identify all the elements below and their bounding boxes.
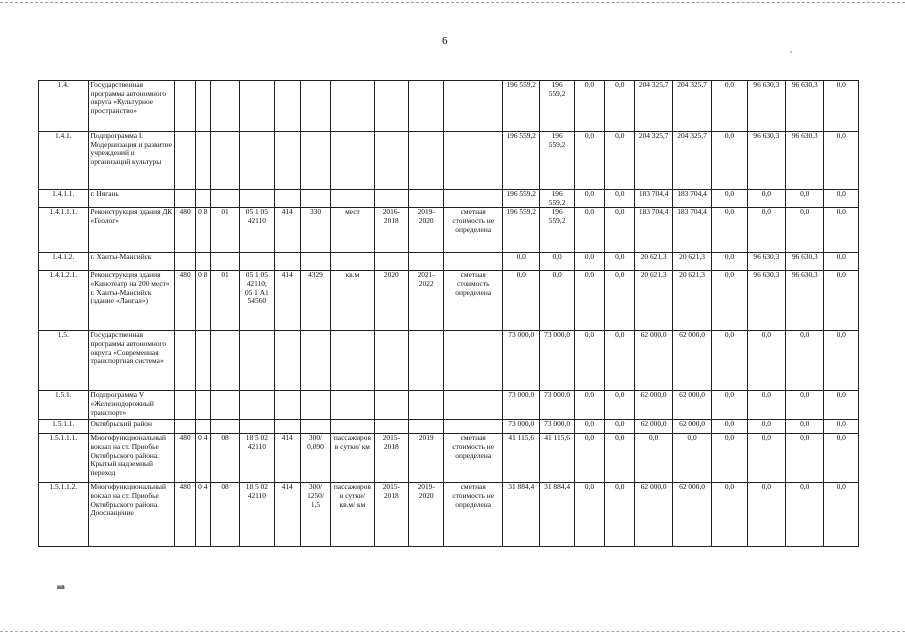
section-code: [195, 331, 210, 391]
value-7: 0,0: [712, 132, 747, 190]
target-article: [240, 132, 274, 190]
value-3: 0,0: [574, 420, 604, 434]
estimate-cost: [444, 420, 503, 434]
estimate-cost: [444, 190, 503, 208]
expense-type: [274, 132, 300, 190]
value-2: 41 115,6: [540, 434, 574, 483]
construction-period: 2019-2020: [409, 483, 444, 547]
construction-period: 2019-2020: [409, 208, 444, 253]
row-code: 1.4.1.1.: [39, 190, 89, 208]
value-6: 183 704,4: [672, 208, 711, 253]
section-code: [195, 81, 210, 132]
value-3: 0,0: [574, 208, 604, 253]
row-name: Октябрьский район: [88, 420, 175, 434]
value-10: 0,0: [824, 434, 859, 483]
expense-type: [274, 391, 300, 420]
section-code: [195, 132, 210, 190]
section-code: 0 4: [195, 434, 210, 483]
section-code: 0 8: [195, 271, 210, 331]
capacity: 300/ 1250/ 1,5: [300, 483, 330, 547]
row-name: Многофункциональный вокзал на ст. Приобье Октябрьского района. Дооснащение: [88, 483, 175, 547]
row-code: 1.4.1.: [39, 132, 89, 190]
value-3: 0,0: [574, 271, 604, 331]
capacity-unit: [331, 253, 374, 271]
expense-type: 414: [274, 483, 300, 547]
design-period: [374, 391, 408, 420]
page-number: 6: [442, 35, 448, 47]
value-6: 62 000,0: [672, 391, 711, 420]
value-1: 73 000,0: [503, 391, 540, 420]
capacity-unit: [331, 391, 374, 420]
value-8: 0,0: [747, 190, 785, 208]
estimate-cost: сметная стоимость не определена: [444, 483, 503, 547]
table-row: [39, 434, 859, 483]
section-code: [195, 420, 210, 434]
value-1: 196 559,2: [503, 132, 540, 190]
expense-type: 414: [274, 271, 300, 331]
capacity-unit: [331, 81, 374, 132]
estimate-cost: сметная стоимость не определена: [444, 208, 503, 253]
value-9: 96 630,3: [786, 81, 824, 132]
value-2: 73 000,0: [540, 420, 574, 434]
subsection-code: [210, 81, 239, 132]
capacity-unit: [331, 331, 374, 391]
row-name: Подпрограмма I. Модернизация и развитие учреждений и организаций культуры: [88, 132, 175, 190]
construction-period: [409, 190, 444, 208]
scan-mark: ,: [790, 45, 792, 54]
construction-period: [409, 420, 444, 434]
table-row: [39, 253, 859, 271]
construction-period: [409, 253, 444, 271]
subsection-code: [210, 420, 239, 434]
section-code: [195, 190, 210, 208]
ministry-code: 480: [175, 434, 195, 483]
value-5: 20 621,3: [635, 271, 672, 331]
subsection-code: [210, 253, 239, 271]
subsection-code: [210, 190, 239, 208]
value-9: 96 630,3: [786, 132, 824, 190]
value-8: 0,0: [747, 208, 785, 253]
table-row: [39, 132, 859, 190]
capacity: [300, 391, 330, 420]
value-6: 62 000,0: [672, 420, 711, 434]
expense-type: [274, 81, 300, 132]
target-article: 05 1 05 42110: [240, 208, 274, 253]
construction-period: 2019: [409, 434, 444, 483]
value-6: 204 325,7: [672, 132, 711, 190]
capacity: [300, 132, 330, 190]
value-10: 0,0: [824, 253, 859, 271]
value-7: 0,0: [712, 271, 747, 331]
value-1: 0,0: [503, 271, 540, 331]
row-name: Реконструкция здания ДК «Геолог»: [88, 208, 175, 253]
value-4: 0,0: [605, 208, 635, 253]
value-8: 0,0: [747, 420, 785, 434]
subsection-code: [210, 391, 239, 420]
value-2: 196 559,2: [540, 81, 574, 132]
estimate-cost: сметная стоимость не определена: [444, 434, 503, 483]
section-code: [195, 253, 210, 271]
ministry-code: 480: [175, 271, 195, 331]
value-1: 0,0: [503, 253, 540, 271]
table-row: [39, 81, 859, 132]
value-4: 0,0: [605, 420, 635, 434]
value-7: 0,0: [712, 190, 747, 208]
bottom-scan-edge: [0, 631, 905, 632]
row-code: 1.4.1.2.1.: [39, 271, 89, 331]
value-7: 0,0: [712, 391, 747, 420]
row-code: 1.5.1.1.1.: [39, 434, 89, 483]
row-name: г. Ханты-Мансийск: [88, 253, 175, 271]
value-7: 0,0: [712, 253, 747, 271]
design-period: [374, 253, 408, 271]
ministry-code: [175, 331, 195, 391]
value-4: 0,0: [605, 434, 635, 483]
estimate-cost: [444, 253, 503, 271]
value-5: 204 325,7: [635, 81, 672, 132]
ministry-code: [175, 132, 195, 190]
table-row: [39, 391, 859, 420]
value-1: 196 559,2: [503, 208, 540, 253]
target-article: [240, 331, 274, 391]
value-9: 0,0: [786, 420, 824, 434]
value-7: 0,0: [712, 483, 747, 547]
value-3: 0,0: [574, 190, 604, 208]
construction-period: [409, 132, 444, 190]
construction-period: 2021-2022: [409, 271, 444, 331]
value-9: 0,0: [786, 483, 824, 547]
design-period: 2015-2018: [374, 483, 408, 547]
target-article: 18 5 02 42110: [240, 434, 274, 483]
section-code: 0 8: [195, 208, 210, 253]
expense-type: [274, 190, 300, 208]
expense-type: 414: [274, 434, 300, 483]
estimate-cost: [444, 391, 503, 420]
value-10: 0,0: [824, 271, 859, 331]
target-article: 18 5 02 42110: [240, 483, 274, 547]
row-name: Государственная программа автономного округа «Современная транспортная система»: [88, 331, 175, 391]
ministry-code: [175, 190, 195, 208]
value-10: 0,0: [824, 391, 859, 420]
value-5: 183 704,4: [635, 190, 672, 208]
target-article: [240, 391, 274, 420]
value-3: 0,0: [574, 81, 604, 132]
ministry-code: 480: [175, 208, 195, 253]
capacity-unit: [331, 420, 374, 434]
value-10: 0,0: [824, 208, 859, 253]
row-name: Многофункциональный вокзал на ст. Приобье Октябрьского района. Крытый надземный переход: [88, 434, 175, 483]
value-1: 41 115,6: [503, 434, 540, 483]
value-6: 20 621,3: [672, 253, 711, 271]
value-4: 0,0: [605, 81, 635, 132]
row-name: г. Нягань: [88, 190, 175, 208]
design-period: 2016-2018: [374, 208, 408, 253]
capacity-unit: [331, 132, 374, 190]
value-6: 0,0: [672, 434, 711, 483]
construction-period: [409, 331, 444, 391]
value-1: 73 000,0: [503, 331, 540, 391]
value-8: 0,0: [747, 434, 785, 483]
capacity: 4329: [300, 271, 330, 331]
value-4: 0,0: [605, 483, 635, 547]
value-8: 0,0: [747, 391, 785, 420]
row-code: 1.5.: [39, 331, 89, 391]
value-6: 62 000,0: [672, 331, 711, 391]
row-code: 1.4.1.2.: [39, 253, 89, 271]
value-4: 0,0: [605, 391, 635, 420]
ministry-code: [175, 420, 195, 434]
subsection-code: 01: [210, 271, 239, 331]
target-article: [240, 420, 274, 434]
table-row: [39, 483, 859, 547]
value-10: 0,0: [824, 483, 859, 547]
design-period: [374, 132, 408, 190]
ministry-code: [175, 81, 195, 132]
value-2: 0,0: [540, 253, 574, 271]
value-7: 0,0: [712, 81, 747, 132]
value-9: 96 630,3: [786, 271, 824, 331]
value-7: 0,0: [712, 208, 747, 253]
value-9: 0,0: [786, 391, 824, 420]
row-name: Подпрограмма V «Железнодорожный транспорт»: [88, 391, 175, 420]
table-row: [39, 208, 859, 253]
design-period: [374, 190, 408, 208]
ministry-code: 480: [175, 483, 195, 547]
value-8: 96 630,3: [747, 253, 785, 271]
value-1: 73 000,0: [503, 420, 540, 434]
target-article: [240, 190, 274, 208]
value-10: 0,0: [824, 132, 859, 190]
subsection-code: 08: [210, 434, 239, 483]
value-1: 196 559,2: [503, 190, 540, 208]
value-7: 0,0: [712, 420, 747, 434]
target-article: [240, 253, 274, 271]
value-8: 0,0: [747, 483, 785, 547]
design-period: [374, 420, 408, 434]
expense-type: [274, 420, 300, 434]
value-10: 0,0: [824, 331, 859, 391]
value-10: 0,0: [824, 81, 859, 132]
capacity: [300, 190, 330, 208]
value-3: 0,0: [574, 483, 604, 547]
row-name: Реконструкция здания «Кинотеатр на 200 мест» г. Ханты-Мансийск (здание «Лангал»): [88, 271, 175, 331]
value-2: 196 559,2: [540, 190, 574, 208]
value-7: 0,0: [712, 331, 747, 391]
value-6: 20 621,3: [672, 271, 711, 331]
value-8: 96 630,3: [747, 271, 785, 331]
value-2: 73 000,0: [540, 391, 574, 420]
value-2: 73 000,0: [540, 331, 574, 391]
value-2: 196 559,2: [540, 208, 574, 253]
table-row: [39, 190, 859, 208]
ministry-code: [175, 253, 195, 271]
value-9: 96 630,3: [786, 253, 824, 271]
value-3: 0,0: [574, 331, 604, 391]
value-4: 0,0: [605, 271, 635, 331]
table-row: [39, 420, 859, 434]
expense-type: [274, 331, 300, 391]
target-article: 05 1 05 42110; 05 1 А1 54560: [240, 271, 274, 331]
capacity-unit: кв.м: [331, 271, 374, 331]
construction-period: [409, 81, 444, 132]
design-period: 2020: [374, 271, 408, 331]
value-1: 31 884,4: [503, 483, 540, 547]
value-9: 0,0: [786, 190, 824, 208]
capacity: 330: [300, 208, 330, 253]
value-7: 0,0: [712, 434, 747, 483]
value-2: 31 884,4: [540, 483, 574, 547]
section-code: 0 4: [195, 483, 210, 547]
estimate-cost: [444, 331, 503, 391]
value-8: 0,0: [747, 331, 785, 391]
value-5: 20 621,3: [635, 253, 672, 271]
design-period: 2015-2018: [374, 434, 408, 483]
capacity-unit: пассажиров в сутки/ кв.м/ км: [331, 483, 374, 547]
footer-mark: нв: [57, 583, 65, 591]
design-period: [374, 331, 408, 391]
value-8: 96 630,3: [747, 81, 785, 132]
value-1: 196 559,2: [503, 81, 540, 132]
subsection-code: 01: [210, 208, 239, 253]
ministry-code: [175, 391, 195, 420]
capacity-unit: [331, 190, 374, 208]
value-6: 183 704,4: [672, 190, 711, 208]
row-code: 1.5.1.: [39, 391, 89, 420]
construction-period: [409, 391, 444, 420]
row-code: 1.4.1.1.1.: [39, 208, 89, 253]
value-2: 0,0: [540, 271, 574, 331]
value-8: 96 630,3: [747, 132, 785, 190]
value-5: 62 000,0: [635, 483, 672, 547]
table-row: [39, 271, 859, 331]
subsection-code: [210, 132, 239, 190]
capacity-unit: пассажиров в сутки/ км: [331, 434, 374, 483]
value-6: 204 325,7: [672, 81, 711, 132]
value-9: 0,0: [786, 208, 824, 253]
value-4: 0,0: [605, 253, 635, 271]
capacity: [300, 81, 330, 132]
section-code: [195, 391, 210, 420]
value-6: 62 000,0: [672, 483, 711, 547]
expense-type: 414: [274, 208, 300, 253]
capacity: [300, 420, 330, 434]
value-5: 204 325,7: [635, 132, 672, 190]
value-3: 0,0: [574, 253, 604, 271]
budget-table: [38, 80, 859, 547]
target-article: [240, 81, 274, 132]
value-4: 0,0: [605, 132, 635, 190]
value-10: 0,0: [824, 190, 859, 208]
value-9: 0,0: [786, 434, 824, 483]
subsection-code: 08: [210, 483, 239, 547]
value-5: 62 000,0: [635, 391, 672, 420]
value-3: 0,0: [574, 434, 604, 483]
estimate-cost: [444, 132, 503, 190]
expense-type: [274, 253, 300, 271]
value-5: 62 000,0: [635, 420, 672, 434]
row-code: 1.5.1.1.: [39, 420, 89, 434]
row-code: 1.5.1.1.2.: [39, 483, 89, 547]
capacity: 300/ 0,090: [300, 434, 330, 483]
capacity-unit: мест: [331, 208, 374, 253]
value-5: 183 704,4: [635, 208, 672, 253]
row-name: Государственная программа автономного округа «Культурное пространство»: [88, 81, 175, 132]
value-5: 62 000,0: [635, 331, 672, 391]
capacity: [300, 331, 330, 391]
estimate-cost: сметная стоимость определена: [444, 271, 503, 331]
value-4: 0,0: [605, 190, 635, 208]
design-period: [374, 81, 408, 132]
value-2: 196 559,2: [540, 132, 574, 190]
value-3: 0,0: [574, 132, 604, 190]
estimate-cost: [444, 81, 503, 132]
value-4: 0,0: [605, 331, 635, 391]
value-3: 0,0: [574, 391, 604, 420]
value-9: 0,0: [786, 331, 824, 391]
value-5: 0,0: [635, 434, 672, 483]
top-scan-edge: [0, 2, 905, 3]
table-row: [39, 331, 859, 391]
subsection-code: [210, 331, 239, 391]
value-10: 0,0: [824, 420, 859, 434]
row-code: 1.4.: [39, 81, 89, 132]
capacity: [300, 253, 330, 271]
